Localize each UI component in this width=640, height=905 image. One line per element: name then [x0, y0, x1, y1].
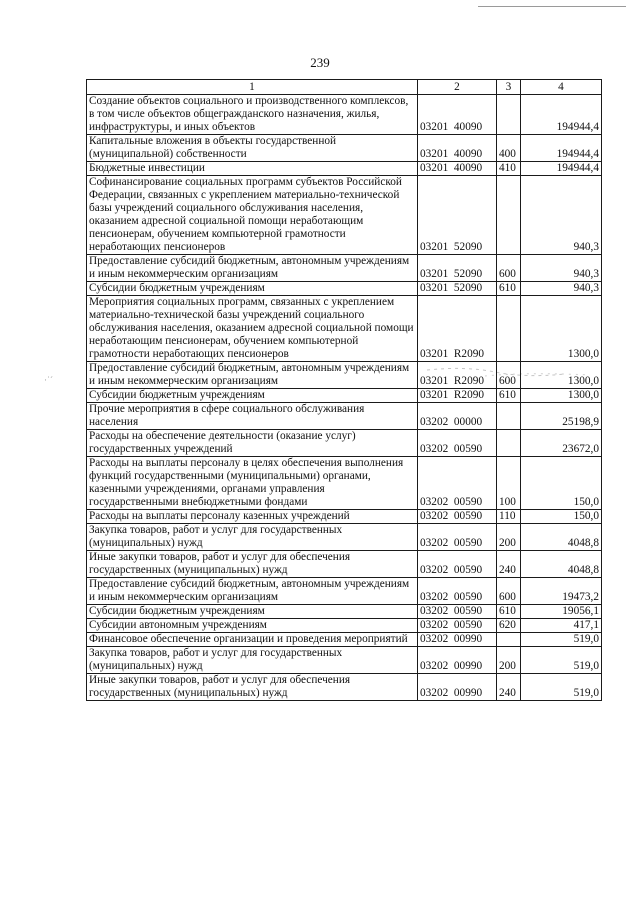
- row-vr-cell: [497, 95, 521, 135]
- table-row: [87, 457, 602, 510]
- table-row: [87, 619, 602, 633]
- row-name-cell: Предоставление субсидий бюджетным, автономным учреждениям и иным некоммерческим организациям: [87, 362, 418, 389]
- row-code-cell: 03201 52090: [418, 255, 497, 282]
- row-vr-cell: 600: [497, 362, 521, 389]
- row-amount-cell: 940,3: [521, 255, 602, 282]
- row-vr-cell: [497, 633, 521, 647]
- row-code-cell: 03202 00590: [418, 619, 497, 633]
- table-row: [87, 162, 602, 176]
- row-vr-cell: 240: [497, 674, 521, 701]
- row-amount-cell: 194944,4: [521, 162, 602, 176]
- row-vr-cell: [497, 176, 521, 255]
- scan-artifact-mark: ·˙´: [44, 375, 53, 385]
- row-amount-cell: 519,0: [521, 674, 602, 701]
- row-amount-cell: 19473,2: [521, 578, 602, 605]
- row-amount-cell: 19056,1: [521, 605, 602, 619]
- row-name-cell: Софинансирование социальных программ субъектов Российской Федерации, связанных с укреплением материально-технической базы учреждений социального обслуживания населения, оказанием адресной социальной помощи неработающим пенсионерам, обучением компьютерной грамотности неработающих пенсионеров: [87, 176, 418, 255]
- table-row: [87, 430, 602, 457]
- row-code-cell: 03202 00990: [418, 674, 497, 701]
- row-vr-cell: 610: [497, 282, 521, 296]
- row-code-cell: 03202 00990: [418, 633, 497, 647]
- row-vr-cell: [497, 403, 521, 430]
- row-name-cell: Расходы на обеспечение деятельности (оказание услуг) государственных учреждений: [87, 430, 418, 457]
- row-code-cell: 03202 00590: [418, 551, 497, 578]
- row-code-cell: 03202 00590: [418, 457, 497, 510]
- row-name-cell: Субсидии автономным учреждениям: [87, 619, 418, 633]
- row-amount-cell: 150,0: [521, 510, 602, 524]
- row-name-cell: Закупка товаров, работ и услуг для государственных (муниципальных) нужд: [87, 524, 418, 551]
- row-amount-cell: 940,3: [521, 282, 602, 296]
- row-amount-cell: 417,1: [521, 619, 602, 633]
- row-vr-cell: 200: [497, 647, 521, 674]
- row-amount-cell: 25198,9: [521, 403, 602, 430]
- row-name-cell: Расходы на выплаты персоналу в целях обеспечения выполнения функций государственными (муниципальными) органами, казенными учреждениями, органами управления государственными внебюджетными фондами: [87, 457, 418, 510]
- page-number: 239: [310, 55, 330, 70]
- header-col-4: 4: [521, 80, 602, 95]
- row-name-cell: Закупка товаров, работ и услуг для государственных (муниципальных) нужд: [87, 647, 418, 674]
- table-row: [87, 135, 602, 162]
- row-name-cell: Предоставление субсидий бюджетным, автономным учреждениям и иным некоммерческим организациям: [87, 255, 418, 282]
- row-code-cell: 03201 40090: [418, 162, 497, 176]
- row-vr-cell: 110: [497, 510, 521, 524]
- row-vr-cell: [497, 296, 521, 362]
- row-code-cell: 03202 00590: [418, 605, 497, 619]
- table-row: [87, 389, 602, 403]
- row-amount-cell: 1300,0: [521, 389, 602, 403]
- row-name-cell: Предоставление субсидий бюджетным, автономным учреждениям и иным некоммерческим организациям: [87, 578, 418, 605]
- row-name-cell: Субсидии бюджетным учреждениям: [87, 605, 418, 619]
- table-row: [87, 403, 602, 430]
- row-code-cell: 03202 00990: [418, 647, 497, 674]
- row-amount-cell: 1300,0: [521, 296, 602, 362]
- table-row: [87, 282, 602, 296]
- row-vr-cell: 610: [497, 389, 521, 403]
- row-vr-cell: 610: [497, 605, 521, 619]
- table-row: [87, 524, 602, 551]
- table-row: [87, 551, 602, 578]
- row-vr-cell: 400: [497, 135, 521, 162]
- row-amount-cell: 519,0: [521, 647, 602, 674]
- row-amount-cell: 4048,8: [521, 551, 602, 578]
- table-row: [87, 674, 602, 701]
- row-name-cell: Капитальные вложения в объекты государственной (муниципальной) собственности: [87, 135, 418, 162]
- row-name-cell: Субсидии бюджетным учреждениям: [87, 389, 418, 403]
- row-name-cell: Мероприятия социальных программ, связанных с укреплением материально-технической базы учреждений социального обслуживания населения, оказанием адресной социальной помощи неработающим пенсионерам, обучением компьютерной грамотности неработающих пенсионеров: [87, 296, 418, 362]
- row-amount-cell: 194944,4: [521, 135, 602, 162]
- row-name-cell: Финансовое обеспечение организации и проведения мероприятий: [87, 633, 418, 647]
- row-code-cell: 03201 R2090: [418, 362, 497, 389]
- row-amount-cell: 194944,4: [521, 95, 602, 135]
- row-code-cell: 03201 R2090: [418, 296, 497, 362]
- row-amount-cell: 4048,8: [521, 524, 602, 551]
- row-code-cell: 03202 00590: [418, 524, 497, 551]
- row-code-cell: 03202 00590: [418, 510, 497, 524]
- row-code-cell: 03201 R2090: [418, 389, 497, 403]
- row-amount-cell: 150,0: [521, 457, 602, 510]
- row-code-cell: 03202 00590: [418, 578, 497, 605]
- row-code-cell: 03201 52090: [418, 282, 497, 296]
- row-name-cell: Иные закупки товаров, работ и услуг для обеспечения государственных (муниципальных) нужд: [87, 674, 418, 701]
- table-row: [87, 95, 602, 135]
- row-vr-cell: 410: [497, 162, 521, 176]
- row-vr-cell: 620: [497, 619, 521, 633]
- row-amount-cell: 23672,0: [521, 430, 602, 457]
- header-col-1: 1: [87, 80, 418, 95]
- header-col-3: 3: [497, 80, 521, 95]
- row-code-cell: 03202 00000: [418, 403, 497, 430]
- row-vr-cell: 600: [497, 578, 521, 605]
- row-code-cell: 03202 00590: [418, 430, 497, 457]
- row-name-cell: Создание объектов социального и производственного комплексов, в том числе объектов общегражданского назначения, жилья, инфраструктуры, и иных объектов: [87, 95, 418, 135]
- table-row: [87, 633, 602, 647]
- row-name-cell: Прочие мероприятия в сфере социального обслуживания населения: [87, 403, 418, 430]
- table-row: [87, 176, 602, 255]
- table-header-row: [87, 80, 602, 95]
- row-vr-cell: 100: [497, 457, 521, 510]
- table-row: [87, 578, 602, 605]
- row-name-cell: Бюджетные инвестиции: [87, 162, 418, 176]
- row-vr-cell: 200: [497, 524, 521, 551]
- row-amount-cell: 940,3: [521, 176, 602, 255]
- table-row: [87, 647, 602, 674]
- row-vr-cell: 240: [497, 551, 521, 578]
- top-rule: [478, 6, 626, 7]
- table-row: [87, 296, 602, 362]
- table-row: [87, 605, 602, 619]
- table-row: [87, 510, 602, 524]
- row-vr-cell: 600: [497, 255, 521, 282]
- row-name-cell: Субсидии бюджетным учреждениям: [87, 282, 418, 296]
- row-amount-cell: 519,0: [521, 633, 602, 647]
- budget-table: [86, 79, 602, 701]
- row-name-cell: Иные закупки товаров, работ и услуг для обеспечения государственных (муниципальных) нужд: [87, 551, 418, 578]
- row-code-cell: 03201 52090: [418, 176, 497, 255]
- table-row: [87, 255, 602, 282]
- table-row: [87, 362, 602, 389]
- row-amount-cell: 1300,0: [521, 362, 602, 389]
- row-code-cell: 03201 40090: [418, 135, 497, 162]
- header-col-2: 2: [418, 80, 497, 95]
- row-code-cell: 03201 40090: [418, 95, 497, 135]
- row-name-cell: Расходы на выплаты персоналу казенных учреждений: [87, 510, 418, 524]
- row-vr-cell: [497, 430, 521, 457]
